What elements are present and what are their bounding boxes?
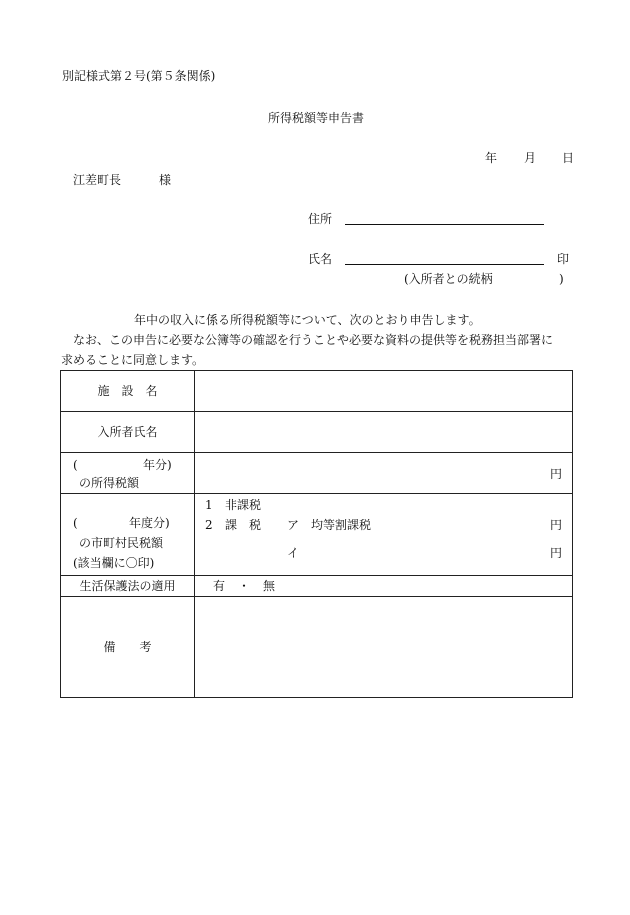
name-field-line[interactable]: [345, 264, 544, 265]
municipal-tax-note: (該当欄に〇印): [73, 556, 155, 570]
table-row-resident: [61, 412, 573, 453]
seal-mark: 印: [557, 252, 570, 266]
addressee: 江差町長: [73, 173, 122, 187]
option-non-taxable[interactable]: 非課税: [225, 498, 262, 512]
table-row-municipal-tax: [61, 494, 573, 576]
option-taxable[interactable]: 課 税: [225, 518, 262, 532]
statement-line-3: 求めることに同意します。: [61, 353, 205, 367]
facility-name-field[interactable]: [195, 371, 573, 412]
income-tax-amount-field[interactable]: [195, 453, 573, 494]
municipal-tax-label-text: の市町村民税額: [79, 536, 164, 550]
income-tax-year-suffix: 年分): [143, 458, 172, 472]
welfare-separator: ・: [238, 579, 251, 593]
date-month-label: 月: [524, 151, 537, 165]
option-1-number: 1: [205, 498, 213, 512]
form-number: 別記様式第２号(第５条関係): [62, 69, 216, 83]
document-title: 所得税額等申告書: [268, 111, 365, 125]
name-label: 氏名: [308, 252, 333, 266]
address-label: 住所: [308, 212, 333, 226]
table-row-welfare: [61, 576, 573, 597]
municipal-tax-options: [195, 494, 573, 576]
remarks-label: [61, 597, 195, 698]
income-tax-label: [61, 453, 195, 494]
option-a-yen-unit: 円: [549, 518, 562, 532]
option-2-number: 2: [205, 518, 213, 532]
welfare-options: [195, 576, 573, 597]
statement-line-2: なお、この申告に必要な公簿等の確認を行うことや必要な資料の提供等を税務担当部署に: [73, 333, 554, 347]
municipal-tax-open-paren: (: [73, 516, 78, 530]
income-tax-open-paren: (: [73, 458, 78, 472]
table-row-income-tax: [61, 453, 573, 494]
address-field-line[interactable]: [345, 224, 544, 225]
facility-name-label: [61, 371, 195, 412]
statement-line-1: 年中の収入に係る所得税額等について、次のとおり申告します。: [134, 313, 481, 327]
welfare-label: [61, 576, 195, 597]
relation-close-paren: ): [559, 272, 564, 286]
option-i-mark: イ: [287, 546, 300, 560]
option-i-yen-unit: 円: [549, 546, 562, 560]
date-day-label: 日: [562, 151, 575, 165]
remarks-label-text: 備 考: [103, 640, 152, 654]
welfare-yes-option[interactable]: 有: [213, 579, 226, 593]
date-year-label: 年: [485, 151, 498, 165]
resident-name-label-text: 入所者氏名: [97, 425, 158, 439]
income-tax-label-text: の所得税額: [79, 476, 140, 490]
table-row-facility: [61, 371, 573, 412]
income-tax-yen-unit: 円: [549, 467, 562, 481]
welfare-no-option[interactable]: 無: [263, 579, 276, 593]
municipal-tax-label: [61, 494, 195, 576]
remarks-field[interactable]: [195, 597, 573, 698]
municipal-tax-year-suffix: 年度分): [129, 516, 170, 530]
option-a-mark: ア: [287, 518, 300, 532]
resident-name-field[interactable]: [195, 412, 573, 453]
option-a-per-capita[interactable]: 均等割課税: [311, 518, 372, 532]
relation-label: (入所者との続柄: [404, 272, 493, 286]
facility-name-label-text: 施 設 名: [97, 384, 158, 398]
resident-name-label: [61, 412, 195, 453]
declaration-table: [60, 370, 573, 698]
welfare-label-text: 生活保護法の適用: [79, 579, 176, 593]
table-row-remarks: [61, 597, 573, 698]
addressee-honorific: 様: [159, 173, 172, 187]
